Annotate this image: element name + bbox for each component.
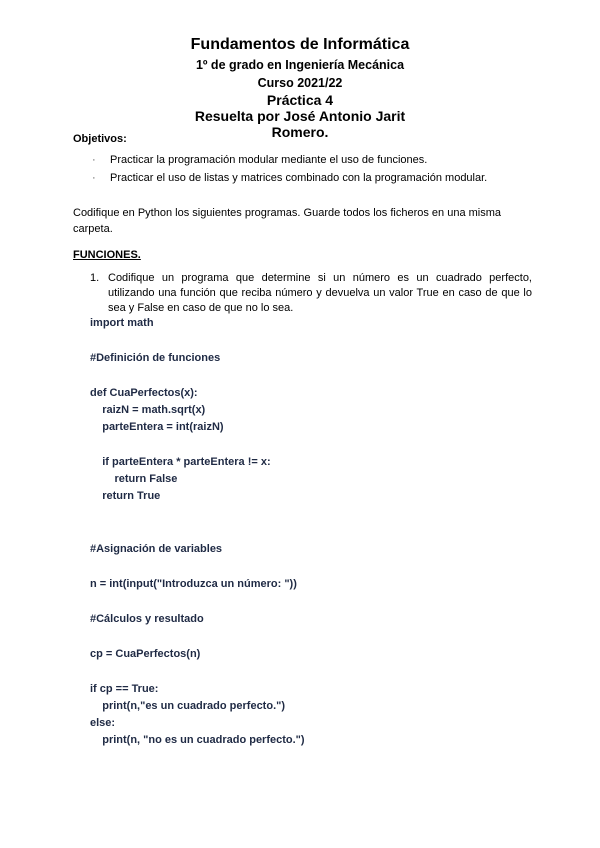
objective-text: Practicar la programación modular mediante el uso de funciones. xyxy=(110,154,428,166)
code-line: raizN = math.sqrt(x) xyxy=(90,404,206,416)
code-line: else: xyxy=(90,717,116,729)
code-line: if parteEntera * parteEntera != x: xyxy=(90,456,271,468)
code-line: n = int(input("Introduzca un número: ")) xyxy=(90,578,297,590)
code-line: def CuaPerfectos(x): xyxy=(90,387,198,399)
degree-line: 1º de grado en Ingeniería Mecánica xyxy=(195,58,405,72)
list-item xyxy=(92,151,487,169)
author-line: Resuelta por José Antonio Jarit xyxy=(194,108,406,124)
code-line: parteEntera = int(raizN) xyxy=(90,421,224,433)
bullet-icon: · xyxy=(92,172,96,184)
bullet-icon: · xyxy=(92,154,96,166)
document-title: Fundamentos de Informática xyxy=(190,36,410,53)
intro-paragraph: Codifique en Python los siguientes programas. Guarde todos los ficheros en una misma carpeta. xyxy=(73,207,502,235)
code-line: #Asignación de variables xyxy=(90,543,223,555)
list-item xyxy=(92,169,487,187)
code-line: import math xyxy=(90,317,154,329)
course-line: Curso 2021/22 xyxy=(257,76,343,90)
objectives-list xyxy=(92,151,487,187)
code-line: print(n,"es un cuadrado perfecto.") xyxy=(90,700,286,712)
task-item xyxy=(90,271,532,316)
code-line: #Cálculos y resultado xyxy=(90,613,204,625)
code-line: return False xyxy=(90,473,178,485)
code-line: return True xyxy=(90,490,161,502)
section-heading: FUNCIONES. xyxy=(73,249,141,261)
code-line: #Definición de funciones xyxy=(90,352,221,364)
task-text: Codifique un programa que determine si un número es un cuadrado perfecto, utilizando una función que reciba número y devuelva un valor True en caso de que lo sea y False en caso de que no lo sea. xyxy=(108,272,532,314)
code-line: print(n, "no es un cuadrado perfecto.") xyxy=(90,734,305,746)
practice-line: Práctica 4 xyxy=(266,92,334,108)
objectives-label: Objetivos: xyxy=(73,133,127,145)
code-line: cp = CuaPerfectos(n) xyxy=(90,648,201,660)
task-number: 1. xyxy=(90,272,100,284)
code-line: if cp == True: xyxy=(90,683,159,695)
author-line-continued: Romero. xyxy=(271,124,329,140)
objective-text: Practicar el uso de listas y matrices combinado con la programación modular. xyxy=(110,172,488,184)
